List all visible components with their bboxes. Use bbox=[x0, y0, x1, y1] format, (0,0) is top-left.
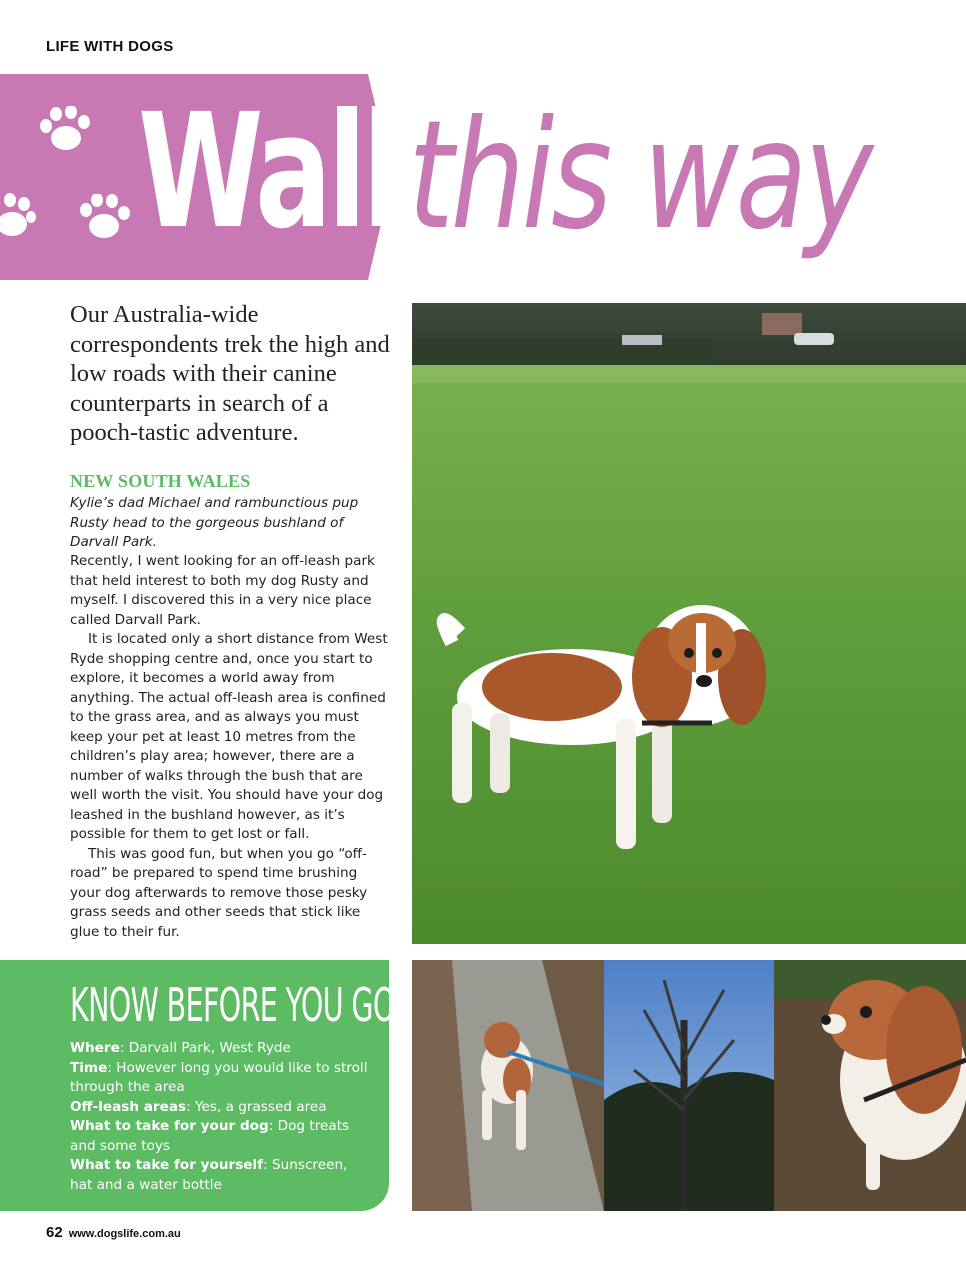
body-paragraph: Recently, I went looking for an off-leash park that held interest to both my dog Rusty and myself. I discovered this in a very nice place called Darvall Park. bbox=[70, 553, 375, 628]
body-paragraph: It is located only a short distance from West Ryde shopping centre and, once you start to explore, it becomes a world away from anything. The actual off-leash area is confined to the grass area, and as always you must keep your pet at least 10 metres from the children’s play area; however, there are a number of walks through the bush that are well worth the visit. You should have your dog leashed in the bushland however, as it’s possible for them to get lost or fall. bbox=[70, 631, 388, 842]
title-this-way: this way bbox=[408, 89, 871, 263]
know-before-list bbox=[70, 1039, 370, 1195]
info-label: What to take for your dog bbox=[70, 1118, 269, 1134]
info-item bbox=[70, 1039, 370, 1059]
page-number: 62 bbox=[46, 1224, 63, 1241]
paw-print-icon bbox=[0, 192, 36, 240]
info-label: Off-leash areas bbox=[70, 1098, 187, 1115]
title-walk: Walk bbox=[138, 80, 434, 264]
standfirst: Kylie’s dad Michael and rambunctious pup Rusty head to the gorgeous bushland of Darvall Park. bbox=[70, 495, 359, 550]
paw-print-icon bbox=[38, 106, 92, 154]
section-label: LIFE WITH DOGS bbox=[46, 38, 174, 55]
info-value: : Darvall Park, West Ryde bbox=[119, 1040, 291, 1056]
paw-print-icon bbox=[80, 194, 132, 242]
article-body bbox=[70, 552, 392, 942]
photo-dog-on-path bbox=[412, 960, 604, 1211]
photo-tree-sky bbox=[604, 960, 774, 1211]
info-value: : Dog treats and some toys bbox=[70, 1118, 350, 1154]
info-label: Where bbox=[70, 1040, 120, 1056]
info-label: What to take for yourself bbox=[70, 1157, 264, 1173]
intro-text: Our Australia-wide correspondents trek the high and low roads with their canine counterparts in search of a pooch-tastic adventure. bbox=[70, 301, 390, 446]
photo-dog-closeup bbox=[774, 960, 966, 1211]
info-item bbox=[70, 1117, 370, 1156]
info-value: : However long you would like to stroll through the area bbox=[70, 1059, 368, 1095]
know-before-title: KNOW BEFORE YOU GO bbox=[70, 978, 395, 1032]
page-footer bbox=[46, 1224, 181, 1242]
body-paragraph: This was good fun, but when you go “off-road” be prepared to spend time brushing your dog afterwards to remove those pesky grass seeds and other seeds that stick like glue to their fur. bbox=[70, 845, 368, 940]
website-link[interactable]: www.dogslife.com.au bbox=[68, 1228, 181, 1240]
info-item bbox=[70, 1098, 370, 1118]
info-item bbox=[70, 1059, 370, 1098]
info-value: : Yes, a grassed area bbox=[186, 1098, 327, 1115]
info-label: Time bbox=[70, 1059, 108, 1076]
info-value: : Sunscreen, hat and a water bottle bbox=[70, 1157, 348, 1193]
region-heading: NEW SOUTH WALES bbox=[70, 471, 251, 491]
photo-dog-on-grass bbox=[412, 303, 966, 944]
info-item bbox=[70, 1156, 370, 1195]
